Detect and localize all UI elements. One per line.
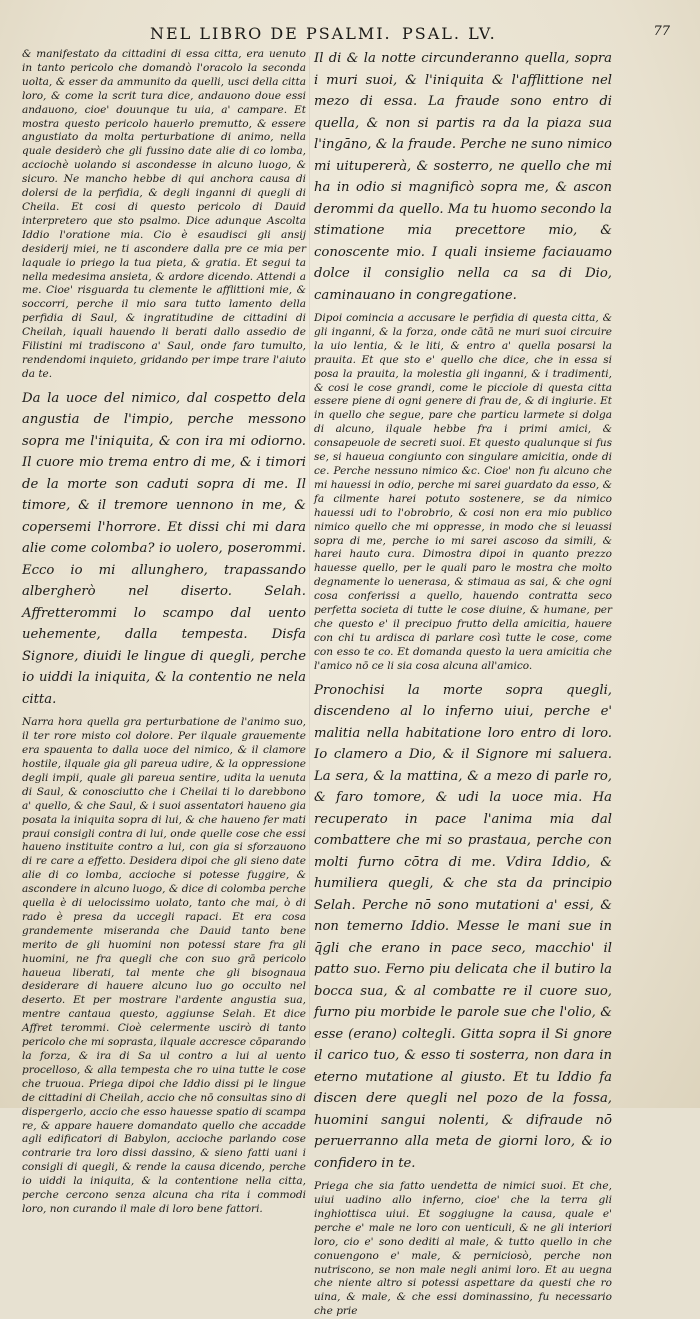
psalm-verse-paragraph-3: Pronochisi la morte sopra quegli, discendeno al lo inferno uiui, perche e' malitia nella habitatione loro entro di loro. Io clamero a Dio, & il Signore mi saluera. La sera, & la mattina, & a mezo di parle ro, & faro tomore, & udi la uoce mia. Ha recuperato in pace l'anima mia dal combattere che mi so prastaua, perche con molti furno cōtra di me. Vdira Iddio, & humiliera quegli, & che sta da principio Selah. Perche nō sono mutationi a' essi, & non temerno Iddio. Messe le mani sue in q̄gli che erano in pace seco, macchio' il patto suo. Ferno piu delicata che il butiro la bocca sua, & al combatte re il cuore suo, furno piu morbide le parole sue che l'olio, & esse (erano) coltegli. Gitta sopra il Si gnore il carico tuo, & esso ti sosterra, non dara in eterno mutatione al giusto. Et tu Iddio fa discen dere quegli nel pozo de la fossa, huomini sangui nolenti, & difraude nō peruerranno alla meta de giorni loro, & io confidero in te. <box>314 682 612 1171</box>
psalm-verse-paragraph-1: Da la uoce del nimico, dal cospetto dela angustia de l'impio, perche messono sopra me l'iniquita, & con ira mi odiorno. Il cuore mio trema entro di me, & i timori de la morte son caduti sopra di me. Il timore, & il tremore uennono in me, & copersemi l'horrore. Et dissi chi mi dara alie come colomba? io uolero, poserommi. Ecco io mi allunghero, trapassando albergherò nel diserto. Selah. Affretterommi lo scampo dal uento uehemente, dalla tempesta. Disfa Signore, diuidi le lingue di quegli, perche io uiddi la iniquita, & la contentio ne nela citta. <box>22 390 306 707</box>
header-psalm-number: PSAL. LV. <box>402 24 497 43</box>
commentary-paragraph-1: & manifestato da cittadini di essa citta, era uenuto in tanto pericolo che domandò l'oracolo la seconda uolta, & esser da ammunito da quelli, usci della citta loro, & come la scrit tura dice, andauono doue essi andauono, cioe' douunque tu uia, a' campare. Et mostra questo pericolo hauerlo premutto, & essere angustiato da molta perturbatione di animo, nella quale desiderò che gli fussino date alie di co lomba, acciochè uolando si ascondesse in alcuno luogo, & sicuro. Ne mancho hebbe di qui anchora causa di dolersi de la perfidia, & degli inganni di quegli di Cheila. Et cosi di questo pericolo di Dauid interpretero que sto psalmo. Dice adunque Ascolta Iddio l'oratione mia. Cio è esaudisci gli ansij desiderij miei, ne ti ascondere dalla pre ce mia per laquale io priego la tua pieta, & gratia. Et segui ta nella medesima ansieta, & ardore dicendo. Attendi a me. Cioe' risguarda tu clemente le afflittioni mie, & soccorri, perche il mio sara tutto lamento della perfidia di Saul, & ingratitudine de cittadini di Cheilah, iquali hauendo li berati dallo assedio de Filistini mi tradiscono a' Saul, onde faro tumulto, rendendomi inquieto, gridando per impe trare l'aiuto da te. <box>22 48 306 380</box>
running-header <box>150 24 670 48</box>
header-book-title: NEL LIBRO DE PSALMI. <box>150 24 392 43</box>
page-number: 77 <box>653 24 670 39</box>
commentary-paragraph-3: Dipoi comincia a accusare le perfidia di questa citta, & gli inganni, & la forza, onde cātā ne muri suoi circuire la uio lentia, & le liti, & entro a' quella posarsi la prauita. Et que sto e' quello che dice, che in essa si posa la prauita, la molestia gli inganni, & i tradimenti, & cosi le cose grandi, come le picciole di questa citta essere piene di ogni genere di frau de, & di ingiurie. Et in quello che segue, pare che particu larmete si dolga di alcuno, ilquale hebbe fra i primi amici, & consapeuole de secreti suoi. Et questo qualunque si fus se, si haueua congiunto con singulare amicitia, onde di ce. Perche nessuno nimico &c. Cioe' non fu alcuno che mi hauessi in odio, perche mi sarei guardato da esso, & fa cilmente harei potuto sostenere, se da nimico hauessi udi to l'obrobrio, & cosi non era mio publico nimico quello che mi oppresse, in modo che si leuassi sopra di me, perche io mi sarei ascoso da simili, & harei hauto cura. Dimostra dipoi in quanto prezzo hauesse quello, per le quali paro le mostra che molto degnamente lo uenerasa, & stimaua as sai, & che ogni cosa conferissi a quello, hauendo contratta seco perfetta societa di tutte le cose diuine, & humane, per che questo e' il precipuo frutto della amicitia, hauere con chi tu ardisca di parlare così tutte le cose, come con esso te co. Et domanda questo la uera amicitia che l'amico nō ce li sia cosa alcuna all'amico. <box>314 312 612 672</box>
psalm-verse-paragraph-2: Il di & la notte circunderanno quella, sopra i muri suoi, & l'iniquita & l'afflittione nel mezo di essa. La fraude sono entro di quella, & non si partis ra da la piaza sua l'ingāno, & la fraude. Perche ne suno nimico mi uitupererà, & sosterro, ne quello che mi ha in odio si magnificò sopra me, & ascon derommi da quello. Ma tu huomo secondo la stimatione mia precettore mio, & conoscente mio. I quali insieme faciauamo dolce il consiglio nella ca sa di Dio, caminauano in congregatione. <box>314 51 612 303</box>
commentary-paragraph-4: Priega che sia fatto uendetta de nimici suoi. Et che, uiui uadino allo inferno, cioe' che la terra gli inghiottisca uiui. Et soggiugne la causa, quale e' perche e' male ne loro con uenticuli, & ne gli interiori loro, cio e' sono dediti al male, & tutto quello in che conuengono e' male, & perniciosò, perche non nutriscono, se non male negli animi loro. Et au uegna che niente altro si potessi aspettare da questi che ro uina, & male, & che essi dominassino, fu necessario che prie <box>314 1180 612 1318</box>
left-column <box>22 48 306 1215</box>
right-column <box>314 48 612 1318</box>
column-gutter <box>309 56 310 1048</box>
commentary-paragraph-2: Narra hora quella gra perturbatione de l'animo suo, il ter rore misto col dolore. Per ilquale grauemente era spauenta to dalla uoce del nimico, & il clamore hostile, ilquale gia gli pareua udire, & la oppressione degli impii, quale gli pareua sentire, udita la uenuta di Saul, & conosciutto che i Cheilai ti lo darebbono a' quello, & che Saul, & i suoi assentatori haueno gia posata la iniquita sopra di lui, & che haueno fer mati praui consigli contra di lui, onde quelle cose che essi haueno instituite contro a lui, con gia si sforzauono di re care a effetto. Desidera dipoi che gli sieno date alie di co lomba, accioche si potesse fuggire, & ascondere in alcuno luogo, & dice di colomba perche quella è di uelocissimo uolato, tanto che mai, ò di rado è presa da uccegli rapaci. Et era cosa grandemente miseranda che Dauid tanto bene merito de gli huomini non potessi stare fra gli huomini, ne fra quegli che con suo grā pericolo haueua liberati, tal mente che gli bisognaua desiderare di hauere alcuno luo go occulto nel deserto. Et per mostrare l'ardente angustia sua, mentre cantaua questo, aggiunse Selah. Et dice Affret terommi. Cioè celermente uscirò di tanto pericolo che mi soprasta, ilquale accresce cōparando la forza, & ira di Sa ul contro a lui al uento procelloso, & alla tempesta che ro uina tutte le cose che truoua. Priega dipoi che Iddio dissi pi le lingue de cittadini di Cheilah, accio che nō consultas sino di dispergerlo, accio che esso hauesse spatio di scampa re, & appare hauere domandato quello che accadde agli edificatori di Babylon, accioche parlando cose contrarie tra loro dissi dassino, & sieno fatti uani i consigli di quegli, & rende la causa dicendo, perche io uiddi la iniquita, & la contentione nella citta, perche cercono senza alcuna cha rita i commodi loro, non curando il male di loro bene fattori. <box>22 716 306 1215</box>
